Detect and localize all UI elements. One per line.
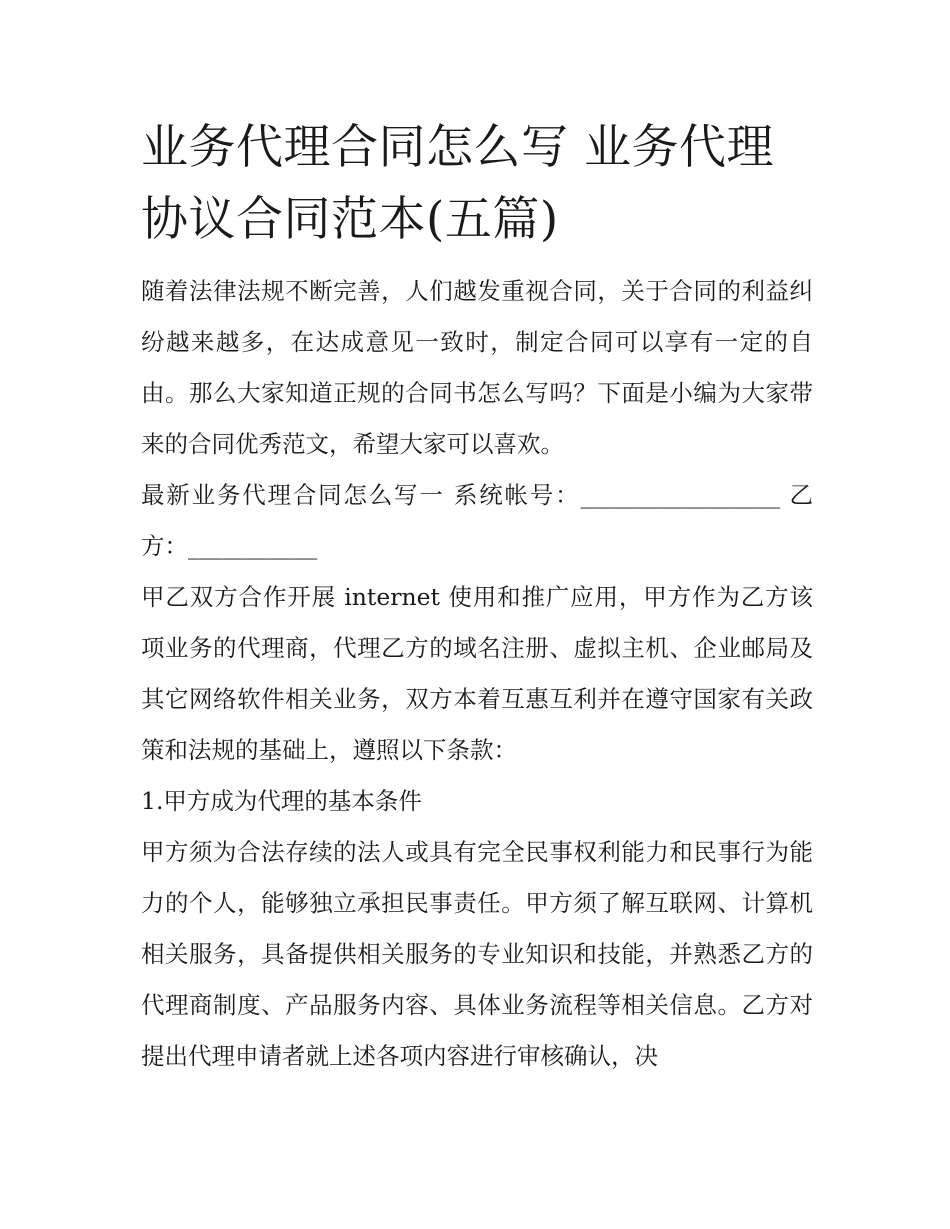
paragraph-cooperation: 甲乙双方合作开展 internet 使用和推广应用，甲方作为乙方该项业务的代理商，代理乙方的域名注册、虚拟主机、企业邮局及其它网络软件相关业务，双方本着互惠互利并在遵守国家有关政策和法规的基础上，遵照以下条款： (141, 583, 813, 764)
paragraph-intro: 随着法律法规不断完善，人们越发重视合同，关于合同的利益纠纷越来越多，在达成意见一致时，制定合同可以享有一定的自由。那么大家知道正规的合同书怎么写吗？下面是小编为大家带来的合同优秀范文，希望大家可以喜欢。 (141, 277, 813, 458)
section-heading-1: 1.甲方成为代理的基本条件 (141, 787, 422, 815)
paragraph-conditions: 甲方须为合法存续的法人或具有完全民事权利能力和民事行为能力的个人，能够独立承担民事责任。甲方须了解互联网、计算机相关服务，具备提供相关服务的专业知识和技能，并熟悉乙方的代理商制度、产品服务内容、具体业务流程等相关信息。乙方对提出代理申请者就上述各项内容进行审核确认，决 (141, 838, 813, 1070)
document-title: 业务代理合同怎么写 业务代理协议合同范本(五篇) (141, 120, 774, 247)
paragraph-account: 最新业务代理合同怎么写一 系统帐号：_________________ 乙方：___________ (141, 481, 813, 560)
document-content (141, 112, 813, 1082)
